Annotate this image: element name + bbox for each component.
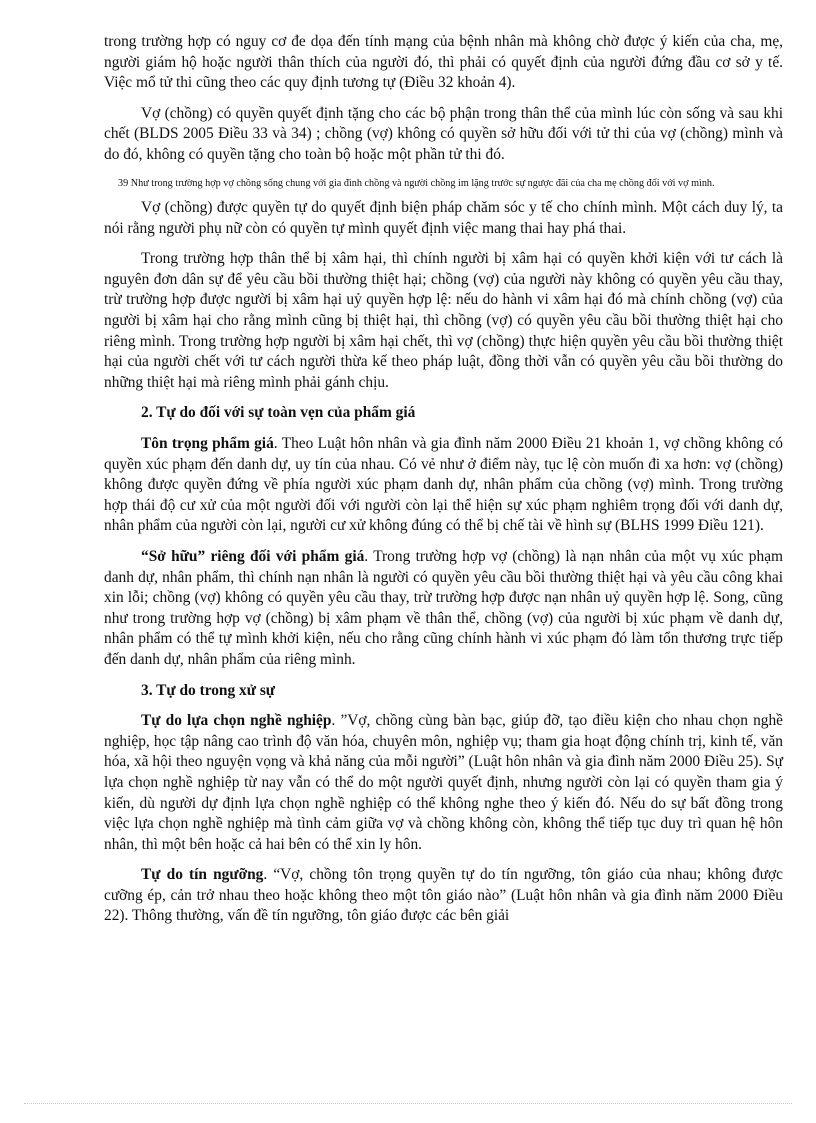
paragraph-5-body: . Theo Luật hôn nhân và gia đình năm 2000 Điều 21 khoản 1, vợ chồng không có quyền xúc phạm đến danh dự, uy tín của nhau. Có vẻ như ở điểm này, tục lệ còn muốn đi xa hơn: vợ (chồng) không được quyền đứng về phía người xúc phạm danh dự, nhân phẩm của chồng (vợ) mình. Trong trường hợp thái độ cư xử của một người đối với người còn lại thể hiện sự xúc phạm nghiêm trọng đối với danh dự, nhân phẩm của người còn lại, người cư xử không đúng có thể bị chế tài về hình sự (BLHS 1999 Điều 121). [104, 435, 783, 535]
section-heading-3: 3. Tự do trong xử sự [141, 681, 276, 699]
paragraph-3: Vợ (chồng) được quyền tự do quyết định biện pháp chăm sóc y tế cho chính mình. Một cách duy lý, ta nói rằng người phụ nữ còn có quyền tự mình quyết định việc mang thai hay phá thai. [104, 199, 783, 237]
paragraph-7-body: . ”Vợ, chồng cùng bàn bạc, giúp đỡ, tạo điều kiện cho nhau chọn nghề nghiệp, học tập nâng cao trình độ văn hóa, chuyên môn, nghiệp vụ; tham gia hoạt động chính trị, kinh tế, văn hóa, xã hội theo nguyện vọng và khả năng của mỗi người” (Luật hôn nhân và gia đình năm 2000 Điều 25). Sự lựa chọn nghề nghiệp từ nay vẫn có thể do một người quyết định, nhưng người còn lại có quyền tham gia ý kiến, dù người dự định lựa chọn nghề nghiệp có thể không nghe theo ý kiến đó. Nếu do sự bất đồng trong việc lựa chọn nghề nghiệp mà tình cảm giữa vợ và chồng không còn, không thể tiếp tục duy trì quan hệ hôn nhân, thì một bên hoặc cả hai bên có thể xin ly hôn. [104, 712, 783, 853]
paragraph-6 [104, 547, 783, 671]
paragraph-6-lead: “Sở hữu” riêng đối với phẩm giá [141, 547, 365, 565]
paragraph-1: trong trường hợp có nguy cơ đe dọa đến tính mạng của bệnh nhân mà không chờ được ý kiến của cha, mẹ, người giám hộ hoặc người thân thích của người đó, thì phải có quyết định của người đứng đầu cơ sở y tế. Việc mổ tử thi cũng theo các quy định tương tự (Điều 32 khoản 4). [104, 33, 783, 92]
paragraph-6-body: . Trong trường hợp vợ (chồng) là nạn nhân của một vụ xúc phạm danh dự, nhân phẩm, thì chính nạn nhân là người có quyền yêu cầu bồi thường thiệt hại và yêu cầu công khai xin lỗi; chồng (vợ) không có quyền yêu cầu thay, trừ trường hợp được nạn nhân uỷ quyền hợp lệ. Song, cũng như trong trường hợp vợ (chồng) bị xâm phạm về thân thể, chồng (vợ) của người bị xúc phạm về danh dự, nhân phẩm có thể tự mình khởi kiện, nếu cho rằng cũng chính hành vi xúc phạm đó làm tổn thương trực tiếp đến danh dự, nhân phẩm của riêng mình. [104, 547, 783, 668]
paragraph-8-body: . “Vợ, chồng tôn trọng quyền tự do tín ngưỡng, tôn giáo của nhau; không được cưỡng ép, cản trở nhau theo hoặc không theo một tôn giáo nào” (Luật hôn nhân và gia đình năm 2000 Điều 22). Thông thường, vấn đề tín ngưỡng, tôn giáo được các bên giải [104, 866, 784, 925]
document-page [104, 32, 783, 927]
paragraph-2: Vợ (chồng) có quyền quyết định tặng cho các bộ phận trong thân thể của mình lúc còn sống và sau khi chết (BLDS 2005 Điều 33 và 34) ; chồng (vợ) không có quyền sở hữu đối với tử thi của vợ (chồng) mình và do đó, không có quyền tặng cho toàn bộ hoặc một phần tử thi đó. [104, 104, 783, 163]
paragraph-8-lead: Tự do tín ngưỡng [141, 866, 264, 884]
paragraph-7-lead: Tự do lựa chọn nghề nghiệp [141, 712, 332, 730]
section-heading-2: 2. Tự do đối với sự toàn vẹn của phẩm giá [141, 404, 416, 422]
paragraph-5-lead: Tôn trọng phẩm giá [141, 435, 274, 452]
paragraph-5 [104, 434, 783, 537]
paragraph-8 [104, 865, 783, 927]
footnote-39: 39 Như trong trường hợp vợ chồng sống chung với gia đình chồng và người chồng im lặng trước sự ngược đãi của cha mẹ chồng đối với vợ mình. [118, 177, 715, 189]
page-bottom-border [24, 1103, 792, 1104]
paragraph-4: Trong trường hợp thân thể bị xâm hại, thì chính người bị xâm hại có quyền khởi kiện với tư cách là nguyên đơn dân sự để yêu cầu bồi thường thiệt hại; chồng (vợ) của người này không có quyền yêu cầu thay, trừ trường hợp được người bị xâm hại uỷ quyền hợp lệ: nếu do hành vi xâm hại đó mà chính chồng (vợ) của người bị xâm hại cho rằng mình cũng bị thiệt hại, thì chồng (vợ) có quyền yêu cầu bồi thường thiệt hại cho riêng mình. Trong trường hợp người bị xâm hại chết, thì vợ (chồng) thực hiện quyền yêu cầu bồi thường thiệt hại của người chết với tư cách người thừa kế theo pháp luật, đồng thời vẫn có quyền yêu cầu bồi thường do những thiệt hại mà riêng mình phải gánh chịu. [104, 250, 783, 391]
paragraph-7 [104, 711, 783, 855]
